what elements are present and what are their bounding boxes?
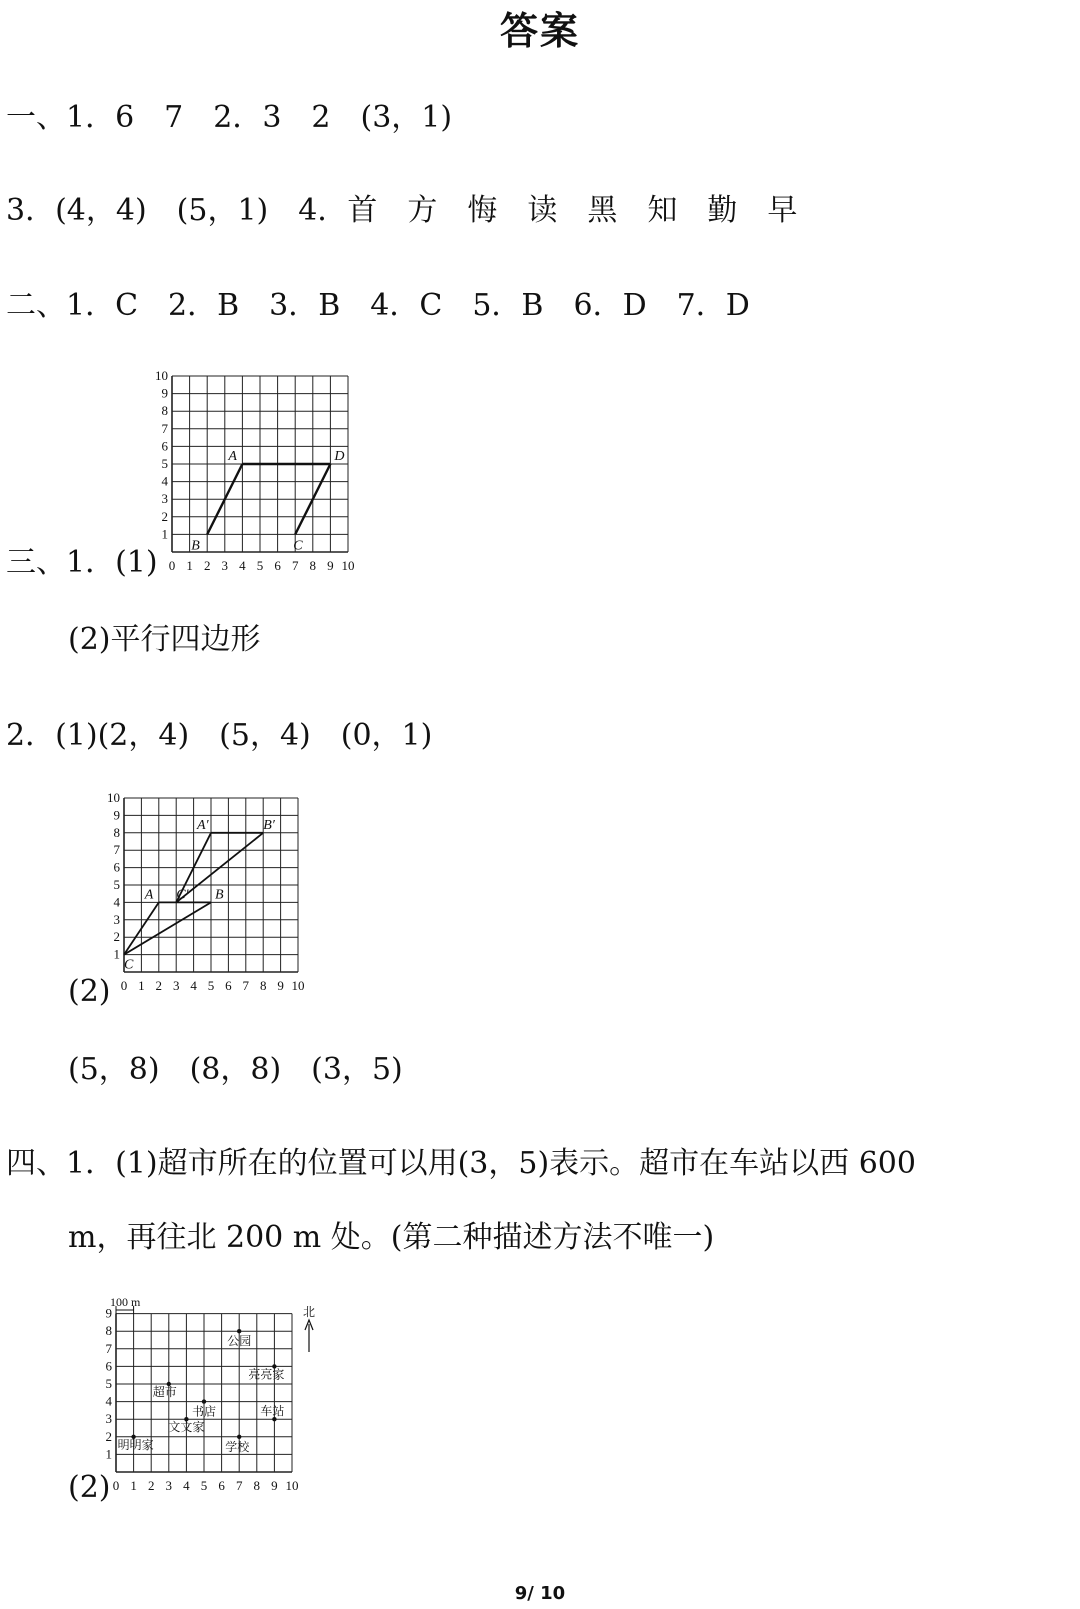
x-tick-label: 5 <box>207 978 215 993</box>
place-label: 明明家 <box>117 1437 154 1452</box>
x-tick-label: 9 <box>277 978 284 993</box>
y-tick-label: 4 <box>161 473 168 489</box>
place-label: 超市 <box>152 1385 177 1399</box>
x-tick-label: 1 <box>138 978 145 993</box>
answer-part2-line: 二、1．C 2．B 3．B 4．C 5．B 6．D 7．D <box>6 288 750 323</box>
y-tick-label: 2 <box>113 929 120 945</box>
x-tick-label: 5 <box>200 1478 208 1493</box>
y-tick-label: 5 <box>105 1376 112 1391</box>
y-tick-label: 4 <box>113 894 120 910</box>
y-tick-label: 7 <box>105 1340 112 1356</box>
x-tick-label: 6 <box>274 558 281 573</box>
y-tick-label: 3 <box>161 491 168 507</box>
y-tick-label: 3 <box>105 1411 112 1427</box>
y-tick-label: 1 <box>105 1446 112 1462</box>
answer-part1-line1: 一、1．6 7 2．3 2 (3，1) <box>6 100 453 135</box>
place-label: 学校 <box>225 1439 250 1454</box>
y-tick-label: 1 <box>161 526 168 542</box>
point-label: B′ <box>263 817 275 833</box>
y-tick-label: 9 <box>113 807 120 823</box>
scale-label: 100 m <box>110 1295 141 1309</box>
coordinate-grid-triangles <box>92 792 332 1008</box>
y-tick-label: 5 <box>161 456 168 471</box>
x-tick-label: 4 <box>239 558 246 573</box>
x-tick-label: 0 <box>112 1478 120 1493</box>
place-dot <box>237 1329 241 1333</box>
x-tick-label: 10 <box>285 1478 299 1493</box>
x-tick-label: 3 <box>172 978 180 993</box>
coordinate-grid-parallelogram <box>140 360 380 580</box>
y-tick-label: 6 <box>105 1358 112 1374</box>
point-label-C: C <box>293 538 303 554</box>
point-label-D: D <box>334 449 345 464</box>
x-tick-label: 8 <box>259 978 267 993</box>
answer-part4-q1-line2: m，再往北 200 m 处。(第二种描述方法不唯一) <box>68 1220 715 1255</box>
point-label: A′ <box>197 817 209 833</box>
y-tick-label: 5 <box>113 877 120 892</box>
answer-part3-q1-2: (2)平行四边形 <box>68 622 261 657</box>
x-tick-label: 6 <box>218 1478 225 1493</box>
x-tick-label: 2 <box>155 978 163 993</box>
y-tick-label: 9 <box>105 1305 112 1321</box>
y-tick-label: 2 <box>161 508 168 524</box>
y-tick-label: 7 <box>161 420 168 436</box>
north-label: 北 <box>303 1305 316 1319</box>
y-tick-label: 8 <box>113 824 120 840</box>
x-tick-label: 1 <box>186 558 193 573</box>
answer-part3-q2-2-label: (2) <box>68 974 111 1009</box>
place-label: 公园 <box>227 1334 252 1349</box>
answer-part4-q2-label: (2) <box>68 1470 111 1505</box>
x-tick-label: 10 <box>341 558 355 573</box>
y-tick-label: 6 <box>113 859 120 875</box>
place-label: 亮亮家 <box>248 1367 285 1382</box>
x-tick-label: 0 <box>120 978 128 993</box>
point-label: A <box>144 887 154 903</box>
page-number: 9/ 10 <box>514 1583 566 1604</box>
point-label: C <box>124 957 134 973</box>
x-tick-label: 7 <box>242 978 250 993</box>
point-label: C′ <box>176 887 189 903</box>
y-tick-label: 6 <box>161 438 168 454</box>
point-label-B: B <box>191 538 200 554</box>
map-grid <box>92 1292 332 1506</box>
place-label: 书店 <box>192 1404 217 1419</box>
x-tick-label: 2 <box>147 1478 155 1493</box>
y-tick-label: 3 <box>113 911 120 927</box>
x-tick-label: 0 <box>168 558 176 573</box>
x-tick-label: 4 <box>190 978 197 993</box>
place-label: 车站 <box>260 1404 285 1419</box>
y-tick-label: 10 <box>155 368 168 383</box>
x-tick-label: 3 <box>221 558 229 573</box>
x-tick-label: 2 <box>203 558 211 573</box>
y-tick-label: 8 <box>105 1323 112 1339</box>
place-dot <box>237 1435 241 1439</box>
x-tick-label: 7 <box>235 1478 243 1493</box>
x-tick-label: 9 <box>327 558 334 573</box>
x-tick-label: 8 <box>253 1478 261 1493</box>
x-tick-label: 3 <box>165 1478 173 1493</box>
x-tick-label: 5 <box>256 558 264 573</box>
answer-part1-line2: 3．(4，4) (5，1) 4．首 方 悔 读 黑 知 勤 早 <box>6 193 798 228</box>
answer-part3-q2-2-coords: (5，8) (8，8) (3，5) <box>68 1052 403 1087</box>
place-dot <box>202 1399 206 1403</box>
page-title: 答案 <box>499 9 580 53</box>
x-tick-label: 1 <box>130 1478 137 1493</box>
y-tick-label: 10 <box>107 792 120 805</box>
y-tick-label: 1 <box>113 946 120 962</box>
y-tick-label: 8 <box>161 403 168 419</box>
y-tick-label: 2 <box>105 1428 112 1444</box>
x-tick-label: 10 <box>291 978 305 993</box>
y-tick-label: 9 <box>161 385 168 401</box>
y-tick-label: 4 <box>105 1393 112 1409</box>
answer-part3-q2-1: 2．(1)(2，4) (5，4) (0，1) <box>6 718 433 753</box>
x-tick-label: 9 <box>271 1478 278 1493</box>
y-tick-label: 7 <box>113 842 120 858</box>
place-label: 文文家 <box>168 1420 205 1435</box>
x-tick-label: 7 <box>291 558 299 573</box>
x-tick-label: 4 <box>183 1478 190 1493</box>
x-tick-label: 6 <box>225 978 232 993</box>
point-label-A: A <box>228 449 237 464</box>
triangle-edge <box>124 902 211 954</box>
answer-part4-q1-line1: 四、1．(1)超市所在的位置可以用(3，5)表示。超市在车站以西 600 <box>6 1146 916 1181</box>
x-tick-label: 8 <box>309 558 317 573</box>
answer-part3-q1-label: 三、1．(1) <box>6 545 158 580</box>
point-label: B <box>215 887 224 903</box>
